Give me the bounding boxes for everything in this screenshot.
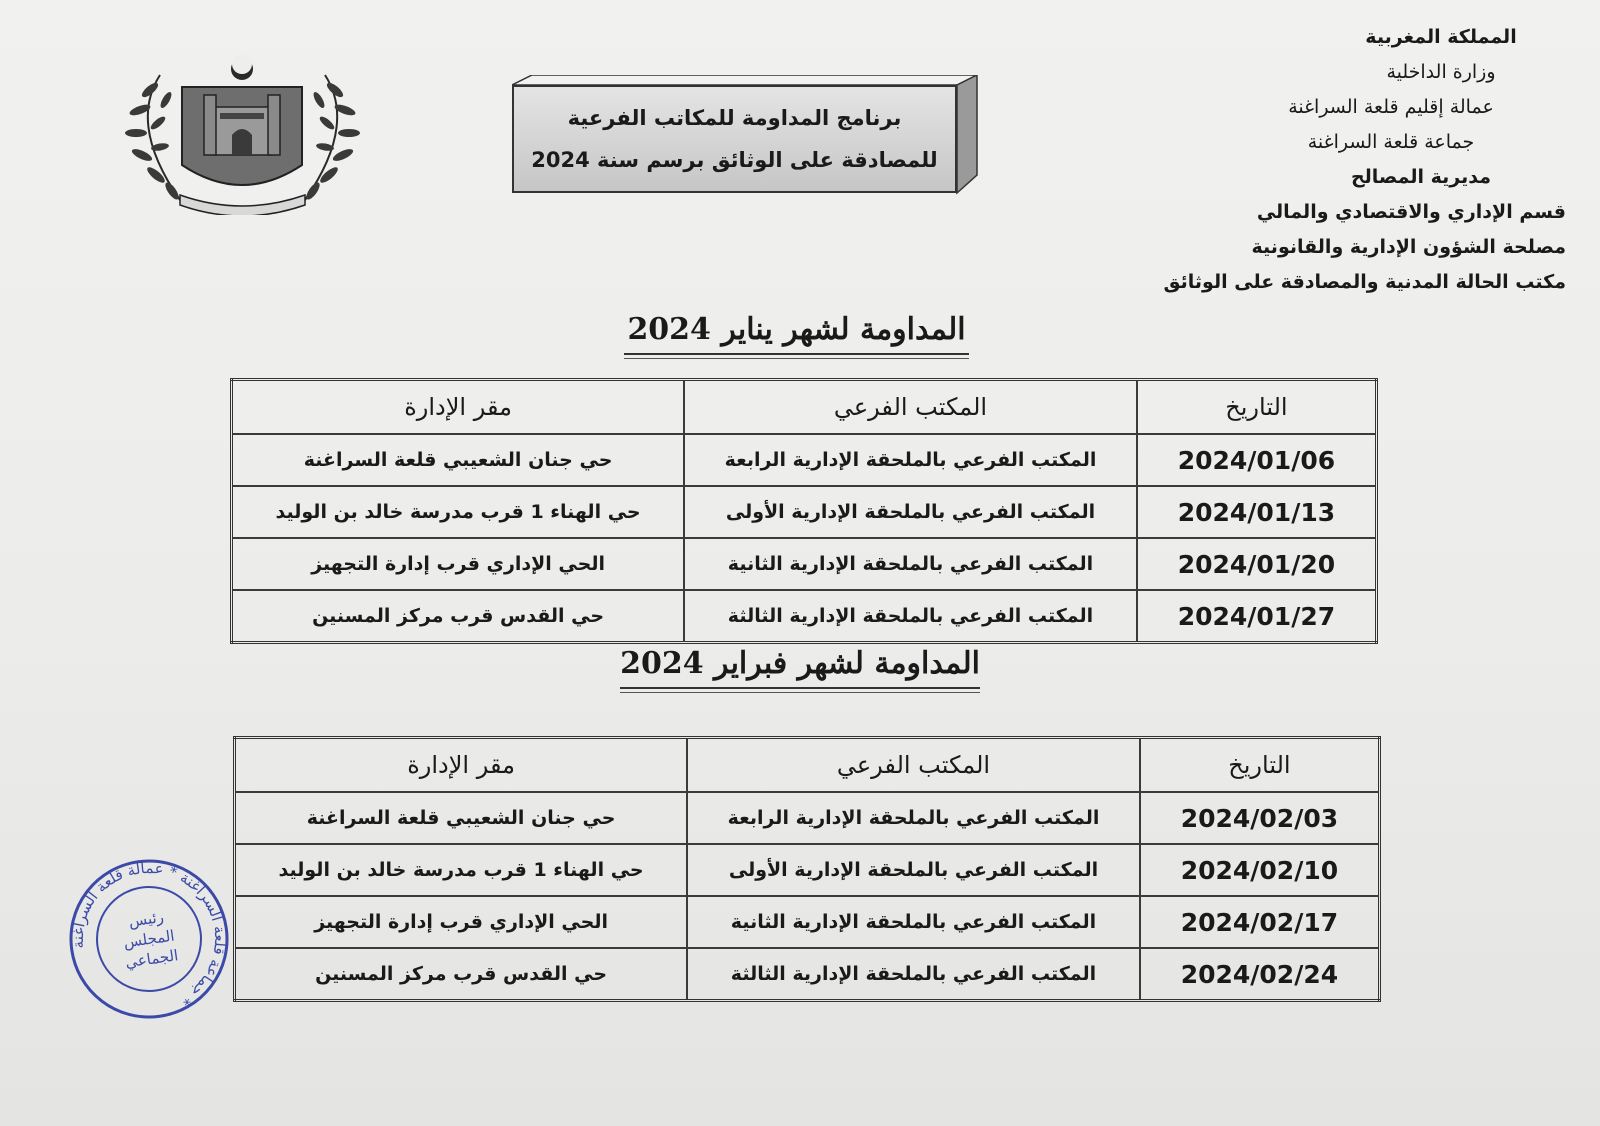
cell-location: حي الهناء 1 قرب مدرسة خالد بن الوليد <box>235 844 688 896</box>
column-header-office: المكتب الفرعي <box>684 380 1137 435</box>
letterhead-division-text: قسم الإداري والاقتصادي والمالي <box>1256 201 1566 223</box>
column-header-office: المكتب الفرعي <box>687 738 1140 793</box>
letterhead-directorate-text: مديرية المصالح <box>1350 166 1492 188</box>
letterhead-office-text: مكتب الحالة المدنية والمصادقة على الوثائق <box>1163 271 1566 293</box>
cell-office: المكتب الفرعي بالملحقة الإدارية الرابعة <box>687 792 1140 844</box>
table-row <box>232 434 1377 486</box>
official-stamp-icon <box>66 856 232 1022</box>
cell-location: حي جنان الشعيبي قلعة السراغنة <box>235 792 688 844</box>
column-header-location: مقر الإدارة <box>235 738 688 793</box>
stamp-inner-line-3: الجماعي <box>124 946 180 972</box>
letterhead-ministry: وزارة الداخلية <box>1386 61 1496 83</box>
cell-location: الحي الإداري قرب إدارة التجهيز <box>232 538 685 590</box>
cell-date: 2024/01/27 <box>1137 590 1377 643</box>
table-row <box>232 590 1377 643</box>
cell-location: حي جنان الشعيبي قلعة السراغنة <box>232 434 685 486</box>
cell-office: المكتب الفرعي بالملحقة الإدارية الأولى <box>687 844 1140 896</box>
title-face <box>512 85 957 193</box>
letterhead-kingdom: المملكة المغربية <box>1365 26 1517 48</box>
table-row <box>232 486 1377 538</box>
cell-location: حي القدس قرب مركز المسنين <box>235 948 688 1001</box>
cell-date: 2024/02/10 <box>1140 844 1380 896</box>
letterhead-commune-text: جماعة قلعة السراغنة <box>1307 131 1475 153</box>
cell-date: 2024/02/03 <box>1140 792 1380 844</box>
january-table <box>230 378 1378 644</box>
cell-office: المكتب الفرعي بالملحقة الإدارية الثالثة <box>687 948 1140 1001</box>
cell-office: المكتب الفرعي بالملحقة الإدارية الثانية <box>684 538 1137 590</box>
january-heading: المداومة لشهر يناير 2024 <box>624 312 969 355</box>
cell-location: حي القدس قرب مركز المسنين <box>232 590 685 643</box>
letterhead-service-text: مصلحة الشؤون الإدارية والقانونية <box>1251 236 1566 258</box>
letterhead-prefecture: عمالة إقليم قلعة السراغنة <box>1288 96 1494 118</box>
cell-date: 2024/02/17 <box>1140 896 1380 948</box>
column-header-date: التاريخ <box>1140 738 1380 793</box>
table-row <box>235 948 1380 1001</box>
stamp-inner-line-2: المجلس <box>122 926 176 952</box>
letterhead-office <box>1146 265 1566 300</box>
cell-date: 2024/01/13 <box>1137 486 1377 538</box>
table-row <box>235 896 1380 948</box>
cell-date: 2024/02/24 <box>1140 948 1380 1001</box>
table-row <box>235 844 1380 896</box>
letterhead-directorate <box>1146 160 1566 195</box>
stamp-outer-text: جماعة قلعة السراغنة * عمالة قلعة السراغنة * <box>68 858 230 1010</box>
title-box <box>512 75 957 193</box>
title-line-2: للمصادقة على الوثائق برسم سنة 2024 <box>531 148 938 172</box>
february-table <box>233 736 1381 1002</box>
cell-date: 2024/01/06 <box>1137 434 1377 486</box>
letterhead-service <box>1146 230 1566 265</box>
title-line-1: برنامج المداومة للمكاتب الفرعية <box>567 106 902 130</box>
letterhead <box>1146 20 1566 300</box>
february-heading: المداومة لشهر فبراير 2024 <box>620 646 980 689</box>
cell-office: المكتب الفرعي بالملحقة الإدارية الرابعة <box>684 434 1137 486</box>
cell-office: المكتب الفرعي بالملحقة الإدارية الأولى <box>684 486 1137 538</box>
letterhead-commune <box>1146 125 1566 160</box>
table-row <box>232 538 1377 590</box>
table-header-row <box>235 738 1380 793</box>
cell-location: حي الهناء 1 قرب مدرسة خالد بن الوليد <box>232 486 685 538</box>
municipal-emblem-icon <box>120 55 365 215</box>
table-row <box>235 792 1380 844</box>
cell-location: الحي الإداري قرب إدارة التجهيز <box>235 896 688 948</box>
cell-date: 2024/01/20 <box>1137 538 1377 590</box>
table-header-row <box>232 380 1377 435</box>
cell-office: المكتب الفرعي بالملحقة الإدارية الثالثة <box>684 590 1137 643</box>
cell-office: المكتب الفرعي بالملحقة الإدارية الثانية <box>687 896 1140 948</box>
stamp-inner-line-1: رئيس <box>127 907 165 931</box>
column-header-location: مقر الإدارة <box>232 380 685 435</box>
letterhead-division <box>1146 195 1566 230</box>
column-header-date: التاريخ <box>1137 380 1377 435</box>
